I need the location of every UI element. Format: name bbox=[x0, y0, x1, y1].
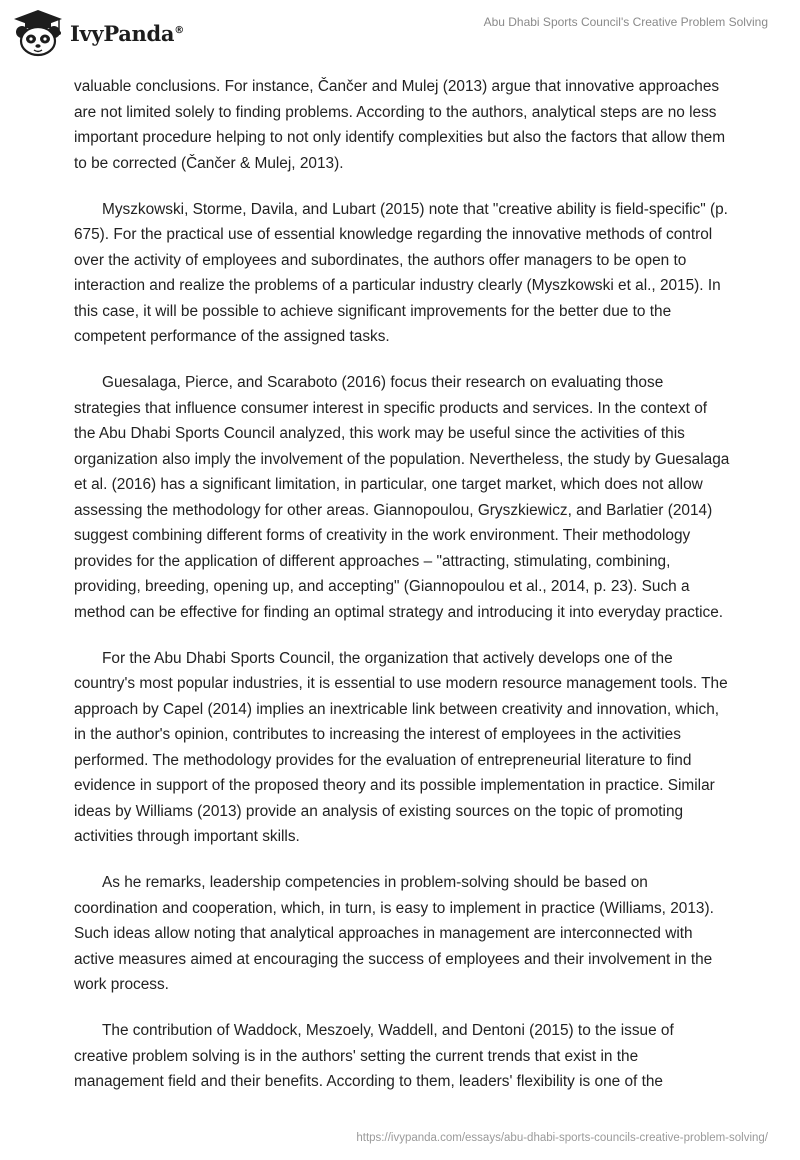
paragraph: Guesalaga, Pierce, and Scaraboto (2016) focus their research on evaluating those strategies that influence consumer interest in specific products and services. In the context of the Abu Dhabi Sports Council analyzed, this work may be useful since the activities of this organization also imply the involvement of the population. Nevertheless, the study by Guesalaga et al. (2016) has a significant limitation, in particular, one target market, which does not allow assessing the methodology for other areas. Giannopoulou, Gryszkiewicz, and Barlatier (2014) suggest combining different forms of creativity in the work environment. Their methodology provides for the application of different approaches – "attracting, stimulating, combining, providing, breeding, opening up, and accepting" (Giannopoulou et al., 2014, p. 23). Such a method can be effective for finding an optimal strategy and introducing it into everyday practice. bbox=[74, 374, 730, 621]
paragraph: valuable conclusions. For instance, Čančer and Mulej (2013) argue that innovative approaches are not limited solely to finding problems. According to the authors, analytical steps are no less important procedure helping to not only identify complexities but also the factors that allow them to be corrected (Čančer & Mulej, 2013). bbox=[74, 78, 726, 172]
brand-name: IvyPanda® bbox=[70, 20, 184, 46]
ivypanda-logo[interactable] bbox=[12, 8, 184, 58]
source-url-link[interactable]: https://ivypanda.com/essays/abu-dhabi-sports-councils-creative-problem-solving/ bbox=[356, 1132, 768, 1144]
registered-mark: ® bbox=[174, 24, 184, 36]
document-title: Abu Dhabi Sports Council's Creative Problem Solving bbox=[483, 15, 768, 29]
paragraph: For the Abu Dhabi Sports Council, the organization that actively develops one of the country's most popular industries, it is essential to use modern resource management tools. The approach by Capel (2014) implies an inextricable link between creativity and innovation, which, in the author's opinion, contributes to increasing the interest of employees in the activities performed. The methodology provides for the evaluation of entrepreneurial literature to find evidence in support of the proposed theory and its possible implementation in practice. Similar ideas by Williams (2013) provide an analysis of existing sources on the topic of promoting activities through important skills. bbox=[74, 649, 728, 845]
page-header bbox=[0, 0, 800, 68]
panda-graduate-icon bbox=[12, 8, 64, 58]
paragraph: Myszkowski, Storme, Davila, and Lubart (2015) note that "creative ability is field-specific" (p. 675). For the practical use of essential knowledge regarding the innovative methods of control over the activity of employees and subordinates, the authors offer managers to be open to interaction and realize the problems of a particular industry clearly (Myszkowski et al., 2015). In this case, it will be possible to achieve significant improvements for the better due to the competent performance of the assigned tasks. bbox=[74, 200, 728, 345]
paragraph: As he remarks, leadership competencies in problem-solving should be based on coordination and cooperation, which, in turn, is easy to implement in practice (Williams, 2013). Such ideas allow noting that analytical approaches in management are interconnected with active measures aimed at encouraging the success of employees and their involvement in the work process. bbox=[74, 874, 714, 993]
essay-body bbox=[74, 74, 730, 1115]
paragraph: The contribution of Waddock, Meszoely, Waddell, and Dentoni (2015) to the issue of creative problem solving is in the authors' setting the current trends that exist in the management field and their benefits. According to them, leaders' flexibility is one of the bbox=[74, 1022, 674, 1090]
